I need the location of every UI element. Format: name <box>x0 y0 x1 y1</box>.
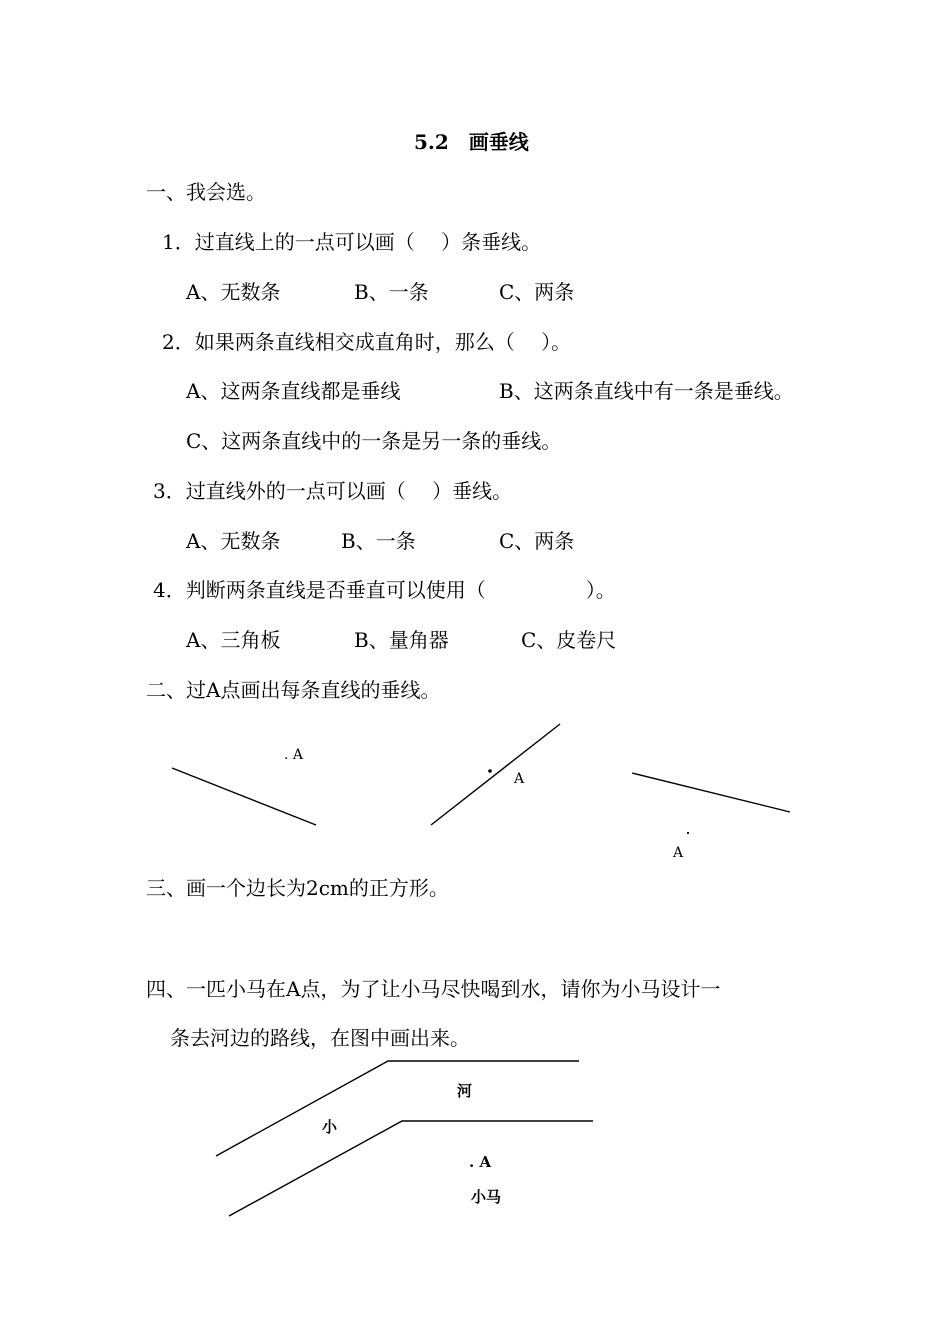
question-3-option-c: C、两条 <box>499 529 575 553</box>
section-3-heading: 三、画一个边长为2cm的正方形。 <box>146 876 449 900</box>
small-label: 小 <box>322 1118 338 1136</box>
question-2-option-a: A、这两条直线都是垂线 <box>186 379 401 403</box>
section-1-heading: 一、我会选。 <box>146 180 266 204</box>
question-3-option-b: B、一条 <box>341 529 416 553</box>
river-upper-bank <box>216 1061 579 1156</box>
figure-3-point-label: A <box>673 845 684 861</box>
section-4-heading-line-1: 四、一匹小马在A点，为了让小马尽快喝到水，请你为小马设计一 <box>146 977 721 1001</box>
question-4-option-b: B、量角器 <box>354 628 449 652</box>
question-4-option-a: A、三角板 <box>186 628 281 652</box>
pony-point-label: . A <box>469 1153 492 1171</box>
figure-2-point-label: A <box>514 771 525 787</box>
question-3-text: 3．过直线外的一点可以画（ ）垂线。 <box>153 479 513 503</box>
section-4-heading-line-2: 条去河边的路线，在图中画出来。 <box>170 1026 470 1050</box>
river-lower-bank <box>229 1121 593 1216</box>
question-4-text: 4．判断两条直线是否垂直可以使用（ ）。 <box>153 578 616 602</box>
question-4-option-c: C、皮卷尺 <box>521 628 617 652</box>
river-label: 河 <box>457 1082 473 1100</box>
question-1-option-b: B、一条 <box>354 280 429 304</box>
question-2-option-c: C、这两条直线中的一条是另一条的垂线。 <box>186 429 562 453</box>
pony-label: 小马 <box>471 1188 502 1206</box>
page-title: 5.2 画垂线 <box>414 130 529 154</box>
figure-1-point-label: . A <box>284 747 304 763</box>
question-2-text: 2．如果两条直线相交成直角时，那么（ ）。 <box>162 330 572 354</box>
question-3-option-a: A、无数条 <box>186 529 281 553</box>
question-1-text: 1．过直线上的一点可以画（ ）条垂线。 <box>162 230 542 254</box>
question-1-option-a: A、无数条 <box>186 280 281 304</box>
question-1-option-c: C、两条 <box>499 280 575 304</box>
question-2-option-b: B、这两条直线中有一条是垂线。 <box>499 379 794 403</box>
section-2-heading: 二、过A点画出每条直线的垂线。 <box>146 678 441 702</box>
